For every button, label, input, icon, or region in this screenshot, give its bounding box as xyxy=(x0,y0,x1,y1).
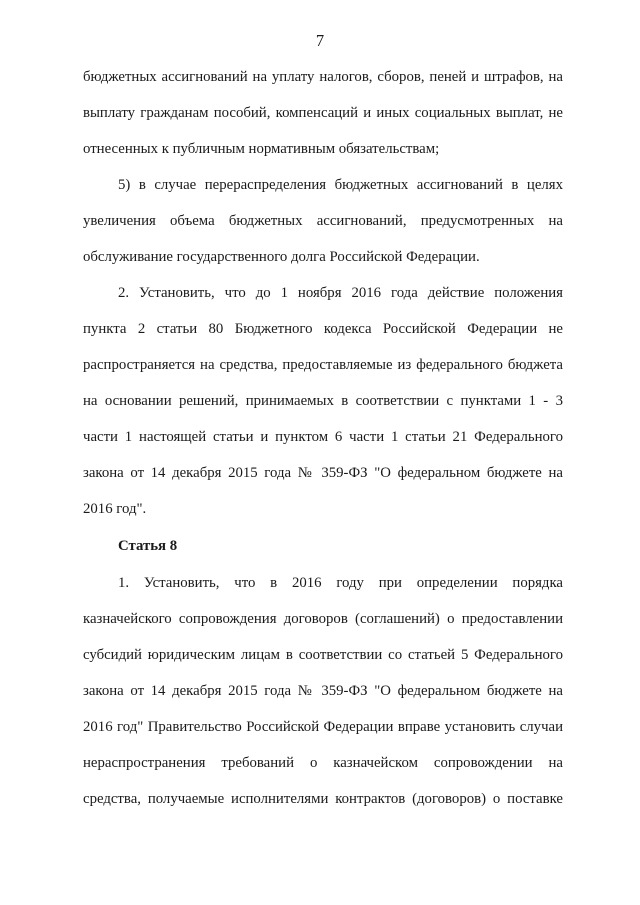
text-line: 2. Установить, что до 1 ноября 2016 года действие положения xyxy=(118,285,563,301)
text-line: средства, получаемые исполнителями контрактов (договоров) о поставке xyxy=(83,791,563,807)
text-line: обслуживание государственного долга Российской Федерации. xyxy=(83,249,480,265)
text-line: увеличения объема бюджетных ассигнований, предусмотренных на xyxy=(83,213,563,229)
text-line: 1. Установить, что в 2016 году при определении порядка xyxy=(118,575,563,591)
text-line: казначейского сопровождения договоров (соглашений) о предоставлении xyxy=(83,611,563,627)
text-line: 2016 год". xyxy=(83,501,147,517)
article-heading: Статья 8 xyxy=(118,538,178,554)
text-line: части 1 настоящей статьи и пунктом 6 части 1 статьи 21 Федерального xyxy=(83,429,563,445)
text-line: субсидий юридическим лицам в соответствии со статьей 5 Федерального xyxy=(83,647,563,663)
text-line: закона от 14 декабря 2015 года № 359-ФЗ "О федеральном бюджете на xyxy=(83,465,563,481)
text-line: отнесенных к публичным нормативным обязательствам; xyxy=(83,141,440,157)
text-line: распространяется на средства, предоставляемые из федерального бюджета xyxy=(83,357,563,373)
text-line: бюджетных ассигнований на уплату налогов, сборов, пеней и штрафов, на xyxy=(83,69,563,85)
text-line: выплату гражданам пособий, компенсаций и иных социальных выплат, не xyxy=(83,105,563,121)
page-number: 7 xyxy=(315,31,325,50)
text-line: закона от 14 декабря 2015 года № 359-ФЗ "О федеральном бюджете на xyxy=(83,683,563,699)
text-line: пункта 2 статьи 80 Бюджетного кодекса Российской Федерации не xyxy=(83,321,563,337)
text-line: нераспространения требований о казначейском сопровождении на xyxy=(83,755,563,771)
text-line: 2016 год" Правительство Российской Федерации вправе установить случаи xyxy=(83,719,563,735)
text-line: на основании решений, принимаемых в соответствии с пунктами 1 - 3 xyxy=(83,393,563,409)
text-line: 5) в случае перераспределения бюджетных ассигнований в целях xyxy=(118,177,563,193)
